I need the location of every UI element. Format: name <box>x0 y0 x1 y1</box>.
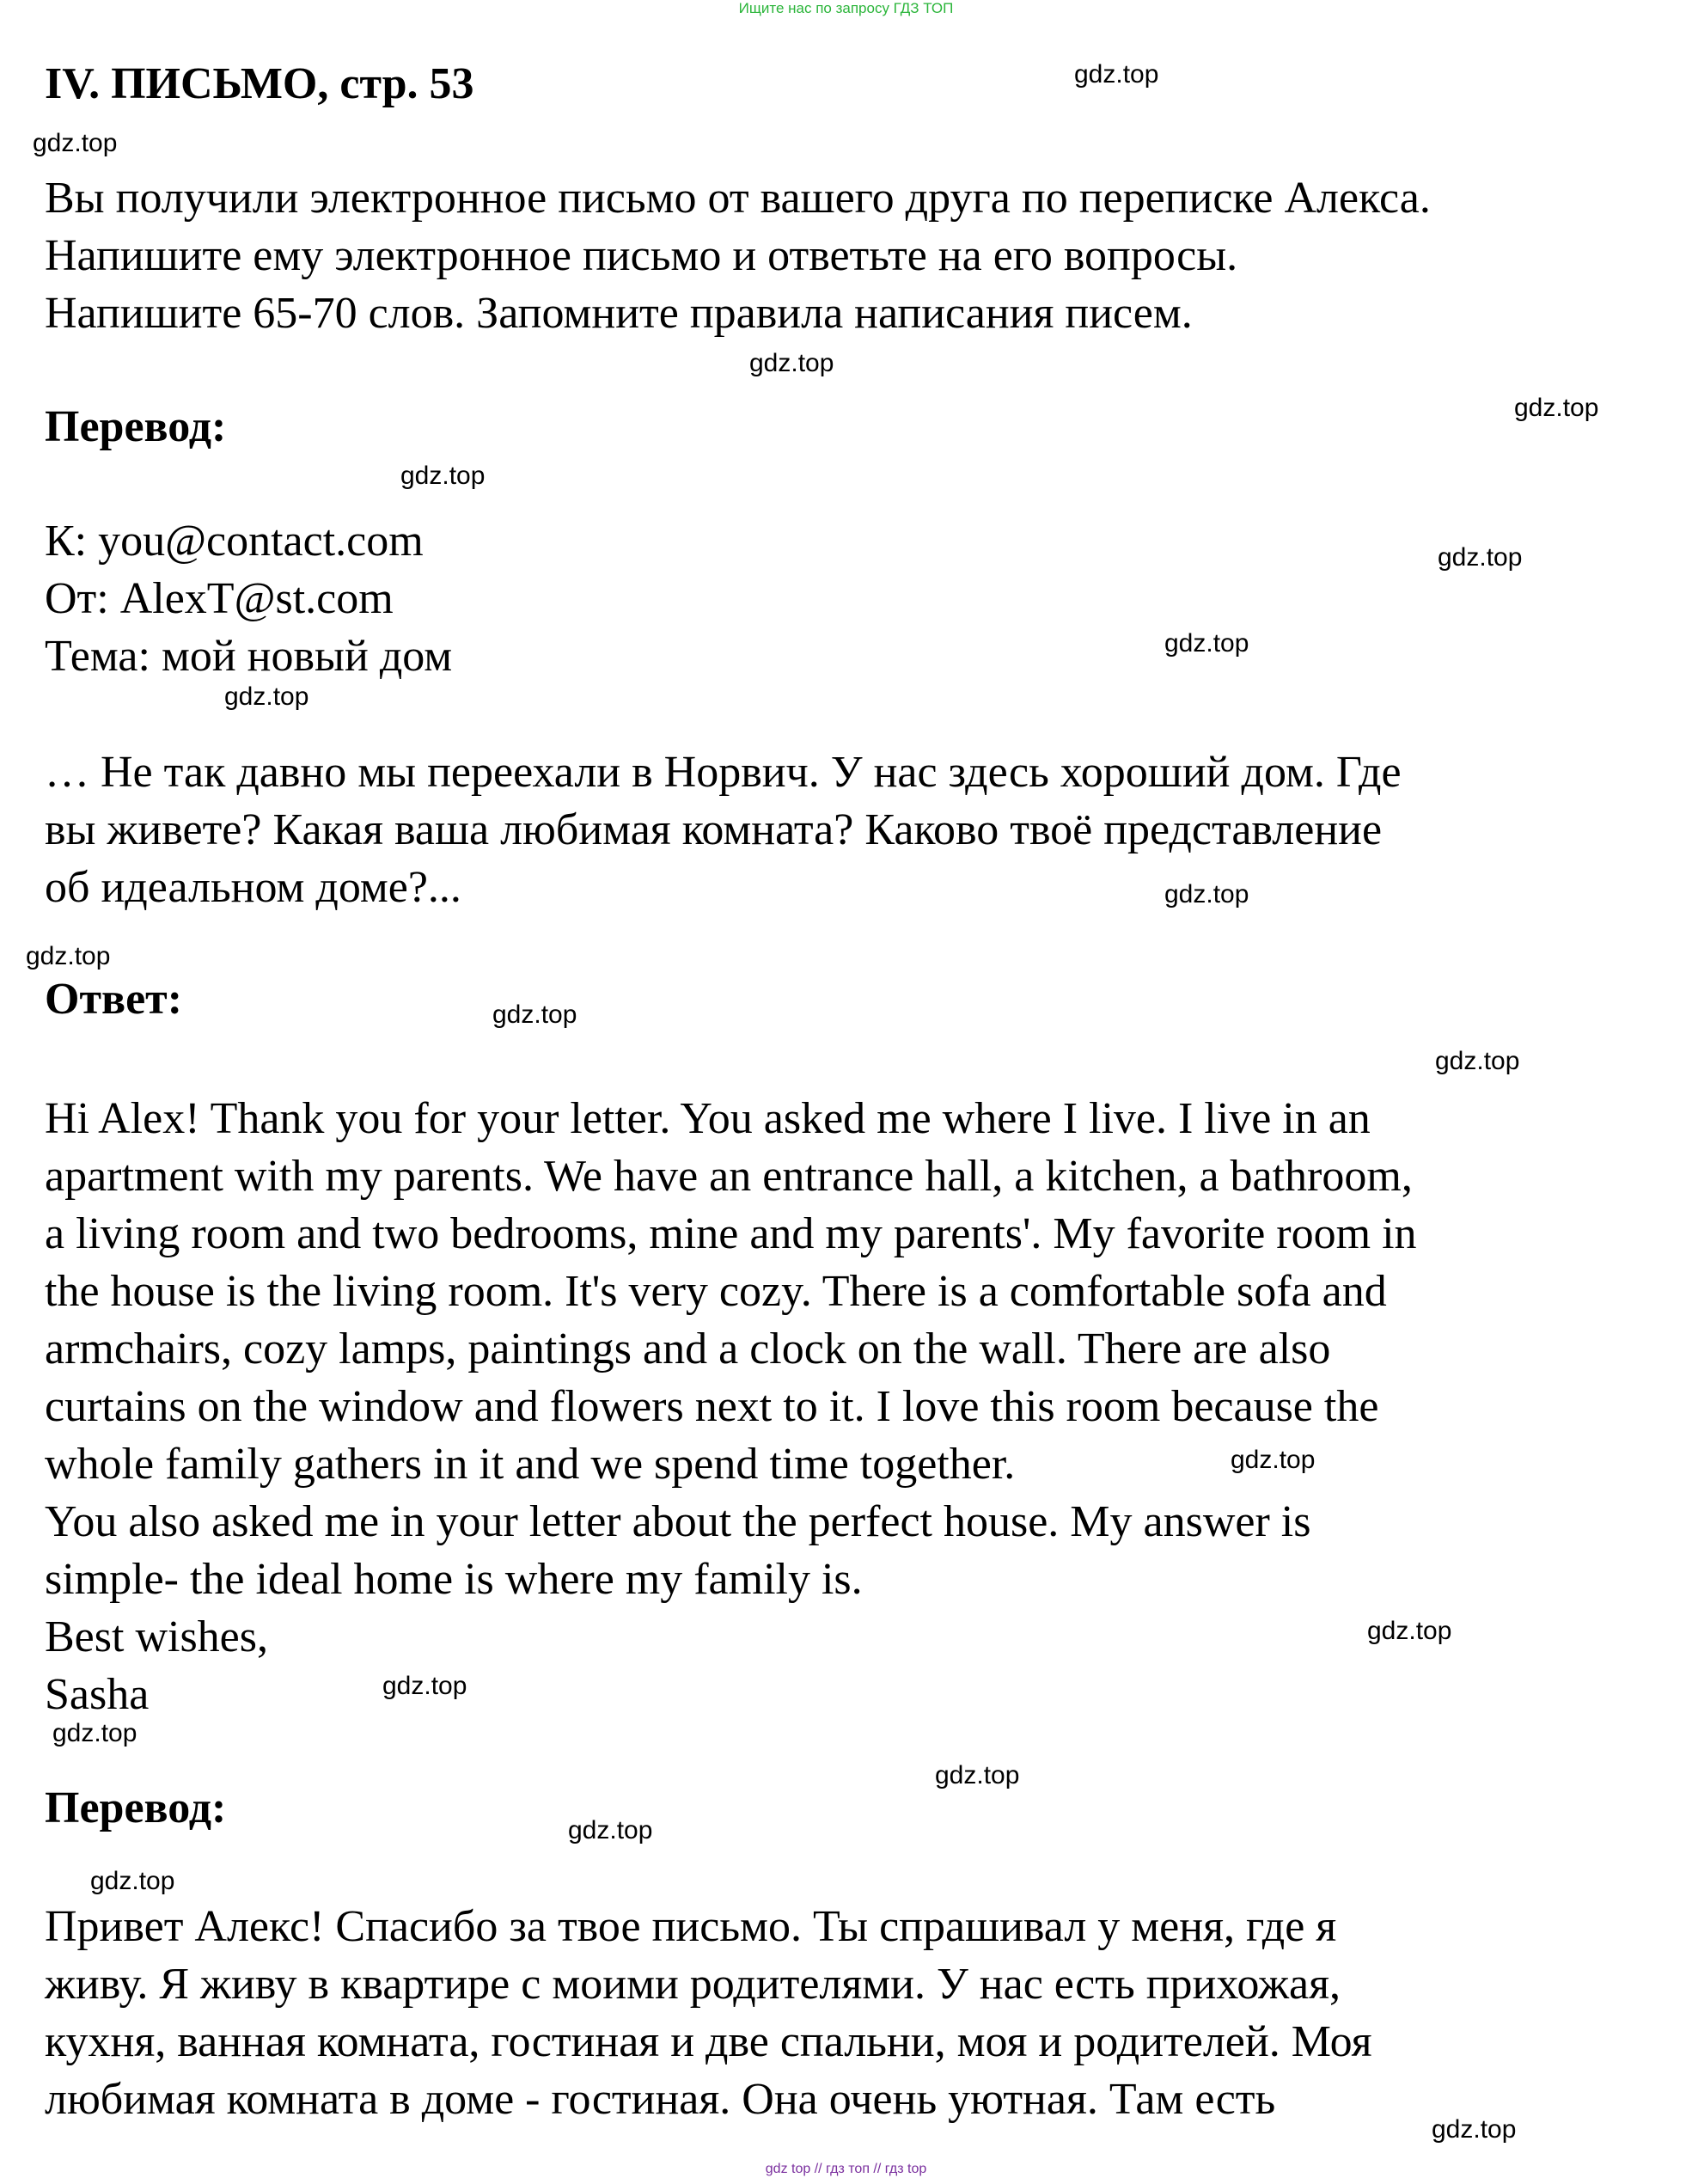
answer-line: armchairs, cozy lamps, paintings and a clock on the wall. There are also <box>45 1324 1331 1373</box>
answer-line: curtains on the window and flowers next to it. I love this room because the <box>45 1382 1379 1431</box>
watermark: gdz.top <box>1074 60 1159 89</box>
letter-line: об идеальном доме?... <box>45 863 461 912</box>
watermark: gdz.top <box>568 1816 653 1844</box>
watermark: gdz.top <box>52 1719 137 1747</box>
translation-text <box>45 1898 1372 2128</box>
watermark: gdz.top <box>382 1672 467 1700</box>
watermark: gdz.top <box>1231 1446 1316 1474</box>
answer-line: Hi Alex! Thank you for your letter. You asked me where I live. I live in an <box>45 1094 1371 1143</box>
footer-links[interactable]: gdz top // гдз топ // гдз top <box>765 2162 927 2176</box>
watermark: gdz.top <box>935 1761 1020 1789</box>
translation-line: Привет Алекс! Спасибо за твое письмо. Ты спрашивал у меня, где я <box>45 1902 1337 1951</box>
answer-signature: Sasha <box>45 1670 150 1719</box>
translation-heading: Перевод: <box>45 402 227 451</box>
watermark: gdz.top <box>224 682 309 711</box>
page-title: IV. ПИСЬМО, стр. 53 <box>45 59 474 108</box>
watermark: gdz.top <box>1164 629 1249 658</box>
email-to-line: К: you@contact.com <box>45 517 424 566</box>
answer-line: a living room and two bedrooms, mine and my parents'. My favorite room in <box>45 1209 1417 1258</box>
answer-line: whole family gathers in it and we spend time together. <box>45 1440 1016 1489</box>
watermark: gdz.top <box>90 1867 175 1895</box>
answer-closing: Best wishes, <box>45 1612 268 1661</box>
task-line: Напишите ему электронное письмо и ответьте на его вопросы. <box>45 231 1238 280</box>
watermark: gdz.top <box>1514 394 1599 422</box>
watermark: gdz.top <box>749 349 834 377</box>
watermark: gdz.top <box>33 129 118 157</box>
answer-line: You also asked me in your letter about the perfect house. My answer is <box>45 1497 1311 1546</box>
answer-line: simple- the ideal home is where my family is. <box>45 1555 863 1604</box>
watermark: gdz.top <box>400 462 486 490</box>
task-text <box>45 169 1431 342</box>
watermark: gdz.top <box>1435 1047 1520 1075</box>
top-banner: Ищите нас по запросу ГДЗ ТОП <box>738 0 954 16</box>
watermark: gdz.top <box>1438 543 1523 572</box>
answer-heading: Ответ: <box>45 975 183 1024</box>
watermark: gdz.top <box>1432 2115 1517 2144</box>
task-line: Вы получили электронное письмо от вашего друга по переписке Алекса. <box>45 174 1431 223</box>
email-from-line: От: AlexT@st.com <box>45 574 394 623</box>
answer-line: the house is the living room. It's very cozy. There is a comfortable sofa and <box>45 1267 1387 1316</box>
letter-line: … Не так давно мы переехали в Норвич. У нас здесь хороший дом. Где <box>45 748 1402 797</box>
translation-line: любимая комната в доме - гостиная. Она очень уютная. Там есть <box>45 2075 1276 2124</box>
email-header <box>45 512 452 685</box>
letter-line: вы живете? Какая ваша любимая комната? Каково твоё представление <box>45 805 1383 854</box>
watermark: gdz.top <box>1164 880 1249 908</box>
watermark: gdz.top <box>1367 1617 1452 1645</box>
translation-line: кухня, ванная комната, гостиная и две спальни, моя и родителей. Моя <box>45 2017 1372 2066</box>
translation-heading: Перевод: <box>45 1783 227 1832</box>
answer-line: apartment with my parents. We have an entrance hall, a kitchen, a bathroom, <box>45 1152 1413 1201</box>
translation-line: живу. Я живу в квартире с моими родителями. У нас есть прихожая, <box>45 1960 1341 2009</box>
email-subject-line: Тема: мой новый дом <box>45 632 453 681</box>
watermark: gdz.top <box>26 942 111 970</box>
watermark: gdz.top <box>492 1000 577 1029</box>
task-line: Напишите 65-70 слов. Запомните правила написания писем. <box>45 289 1193 338</box>
answer-text <box>45 1090 1417 1723</box>
